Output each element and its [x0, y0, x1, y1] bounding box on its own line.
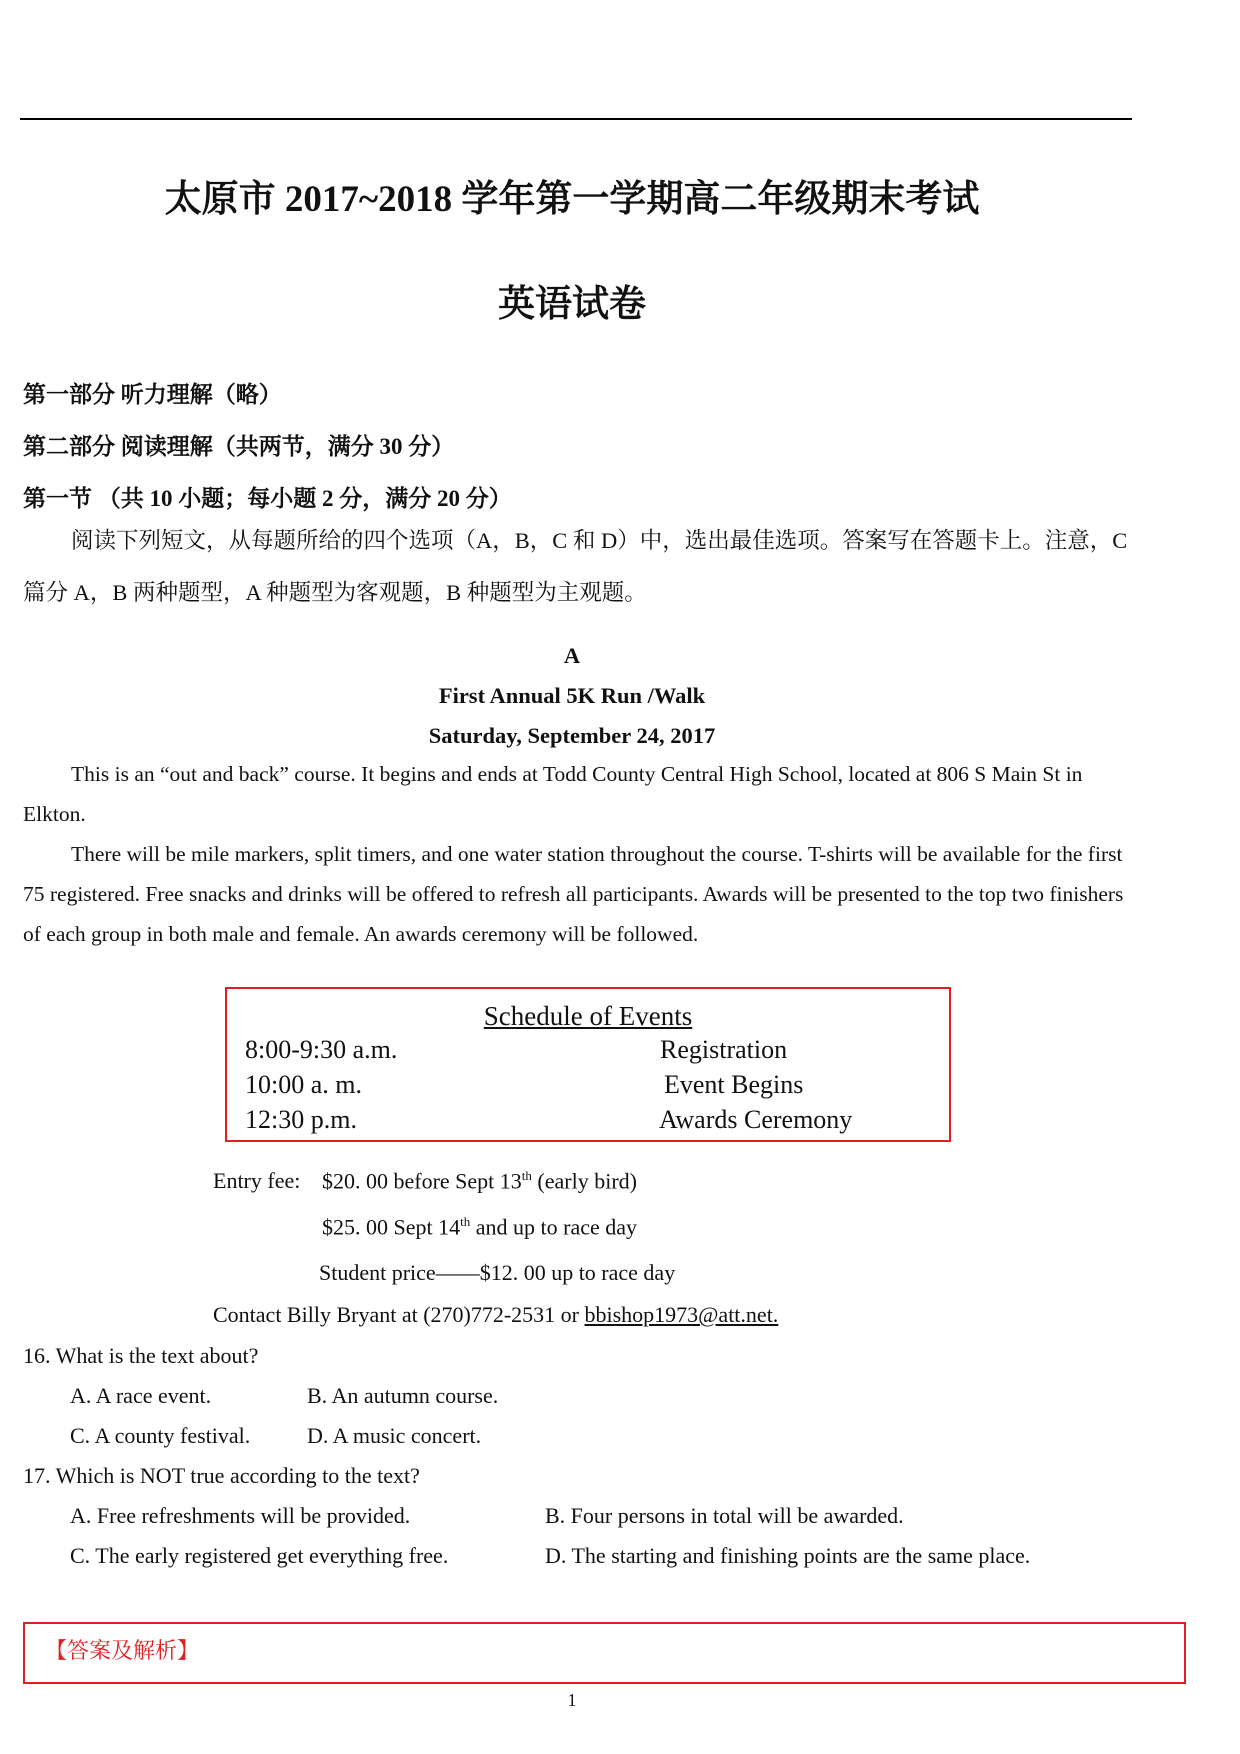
question-17-stem: 17. Which is NOT true according to the text? [23, 1463, 420, 1488]
contact-email-link[interactable]: bbishop1973@att.net. [584, 1302, 779, 1327]
fee-line-3: Student price——$12. 00 up to race day [319, 1260, 676, 1285]
question-option: C. The early registered get everything free. [70, 1543, 449, 1568]
header-rule [20, 118, 1132, 120]
page-number: 1 [567, 1690, 577, 1710]
passage-title: First Annual 5K Run /Walk [438, 683, 706, 708]
schedule-time: 8:00-9:30 a.m. [245, 1035, 398, 1064]
part2-heading: 第二部分 阅读理解（共两节，满分 30 分） [23, 434, 455, 459]
passage-label: A [563, 643, 581, 668]
schedule-event: Event Begins [664, 1070, 804, 1099]
exam-title: 太原市 2017~2018 学年第一学期高二年级期末考试 [164, 179, 980, 220]
fee-line-1: $20. 00 before Sept 13th (early bird) [322, 1168, 637, 1194]
answer-box [23, 1622, 1186, 1684]
instructions: 阅读下列短文，从每题所给的四个选项（A，B，C 和 D）中，选出最佳选项。答案写在答题卡上。注意，C 篇分 A，B 两种题型，A 种题型为客观题，B 种题型为主观题。 [23, 528, 1128, 605]
schedule-box [225, 987, 951, 1142]
schedule-title: Schedule of Events [483, 1001, 693, 1031]
question-option: D. A music concert. [307, 1423, 482, 1448]
passage-date: Saturday, September 24, 2017 [428, 723, 716, 748]
question-option: B. An autumn course. [307, 1383, 499, 1408]
question-option: A. A race event. [70, 1383, 212, 1408]
section1-heading: 第一节 （共 10 小题；每小题 2 分，满分 20 分） [23, 486, 512, 511]
entry-fee-label: Entry fee: [213, 1168, 301, 1193]
schedule-time: 10:00 a. m. [245, 1070, 362, 1099]
question-option: A. Free refreshments will be provided. [70, 1503, 411, 1528]
question-option: C. A county festival. [70, 1423, 251, 1448]
schedule-event: Registration [660, 1035, 788, 1064]
exam-subtitle: 英语试卷 [498, 284, 646, 325]
part1-heading: 第一部分 听力理解（略） [23, 382, 282, 407]
question-16-stem: 16. What is the text about? [23, 1343, 259, 1368]
passage-paragraph-1: This is an “out and back” course. It begins and ends at Todd County Central High School, located at 806 S Main St in Elkton. [23, 762, 1083, 826]
question-option: B. Four persons in total will be awarded. [545, 1503, 904, 1528]
passage-paragraph-2: There will be mile markers, split timers, and one water station throughout the course. T-shirts will be available for the first 75 registered. Free snacks and drinks will be offered to refresh all participants. Awards will be presented to the top two finishers of each group in both male and female. An awards ceremony will be followed. [23, 842, 1124, 946]
answer-label: 【答案及解析】 [45, 1638, 200, 1663]
question-option: D. The starting and finishing points are the same place. [545, 1543, 1031, 1568]
schedule-event: Awards Ceremony [659, 1105, 853, 1134]
contact-line: Contact Billy Bryant at (270)772-2531 or bbishop1973@att.net. [213, 1302, 779, 1327]
schedule-time: 12:30 p.m. [245, 1105, 357, 1134]
fee-line-2: $25. 00 Sept 14th and up to race day [322, 1214, 638, 1240]
